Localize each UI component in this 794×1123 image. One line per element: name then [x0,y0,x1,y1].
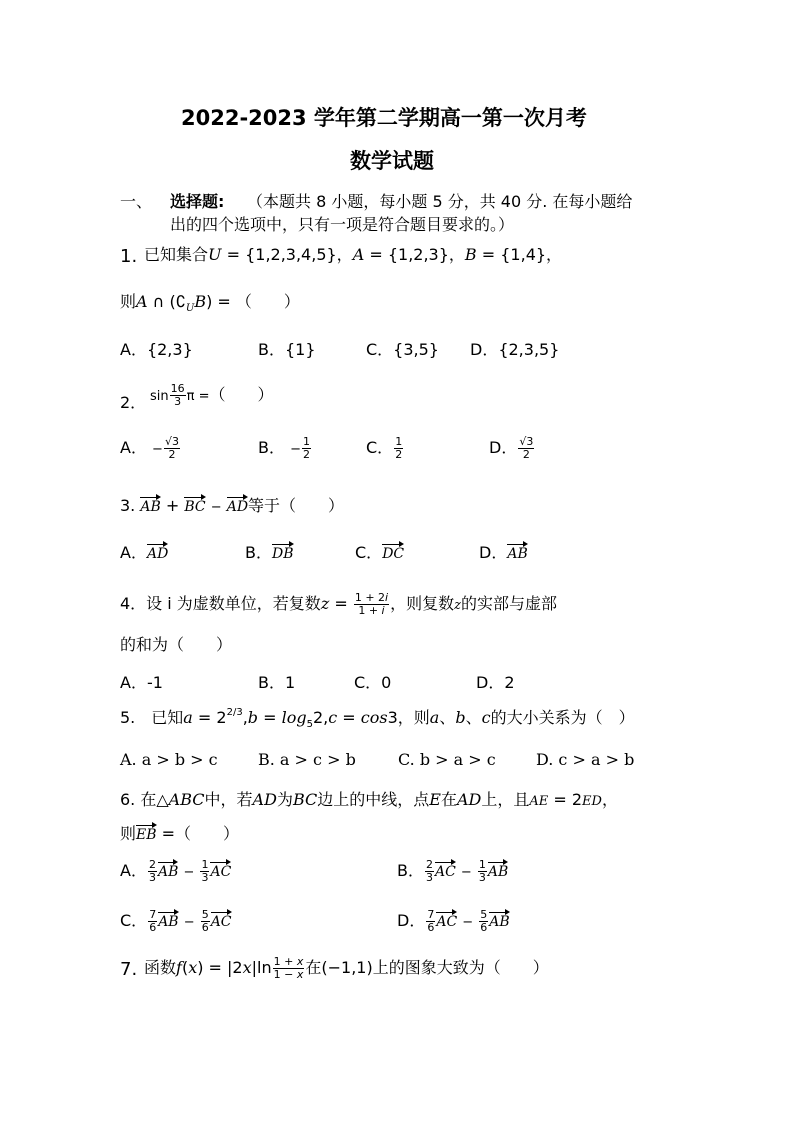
section-desc-line2: 出的四个选项中，只有一项是符合题目要求的。） [170,215,515,234]
option-b: B．{1} [258,340,316,359]
option-a: A. a > b > c [120,750,218,769]
option-a: A．-1 [120,673,163,692]
option-a: A． − $\frac{√3}{2}$ [120,435,179,461]
question-stem-line2: 则EB =（ ） [120,824,240,843]
option-b: B. a > c > b [258,750,356,769]
page-subtitle: 数学试题 [350,149,434,173]
section-number: 一、 [120,192,153,211]
question-stem: 4．设 i 为虚数单位，若复数z = $\frac{1 + 2i}{1 + i}$ ，则复数z的实部与虚部 [120,591,557,617]
option-a: A．AD [120,543,169,562]
option-c: C. b > a > c [398,750,496,769]
option-b: B．DB [245,543,294,562]
option-c: C．0 [354,673,392,692]
question-stem: 函数f(x) = |2x|ln $\frac{1 + x}{1 - x}$ 在(−1,1)上的图象大致为（ ） [144,955,549,981]
option-a: A．{2,3} [120,340,193,359]
option-c: C． $\frac{1}{2}$ [366,435,403,461]
question-number: 1. [120,246,138,267]
option-b: B．1 [258,673,296,692]
question-stem: 3. AB + BC − AD等于（ ） [120,496,345,515]
option-d: D．{2,3,5} [470,340,560,359]
question-stem: 5. 已知$a = 2^{2/3},b = \log_52,c = \cos 3$，则a、b、c的大小关系为（ ） [120,707,635,730]
option-b: B． − $\frac{1}{2}$ [258,435,310,461]
question-number: 7. [120,959,138,980]
option-d: D． $\frac{7}{6}$ AC − $\frac{5}{6}$ AB [397,908,510,934]
option-d: D．AB [479,543,528,562]
option-a: A． $\frac{2}{3}$ AB − $\frac{1}{3}$ AC [120,858,232,884]
section-desc-line1: （本题共 8 小题，每小题 5 分，共 40 分. 在每小题给 [247,192,633,211]
page-title: 2022-2023 学年第二学期高一第一次月考 [181,106,587,130]
option-d: D. c > a > b [536,750,635,769]
question-stem: 6. 在△ABC中，若AD为BC边上的中线，点E在AD上，且AE = 2ED， [120,790,618,809]
section-name: 选择题: [170,192,225,211]
option-d: D． $\frac{√3}{2}$ [489,435,534,461]
question-number: 2． [120,393,147,412]
option-d: D．2 [476,673,515,692]
option-b: B． $\frac{2}{3}$ AC − $\frac{1}{3}$ AB [397,858,509,884]
option-c: C．{3,5} [366,340,439,359]
question-stem-line2: 的和为（ ） [120,635,233,654]
question-stem-line2: 则A ∩ $(∁_UB)$ = （ ） [120,292,300,314]
option-c: C． $\frac{7}{6}$ AB − $\frac{5}{6}$ AC [120,908,232,934]
option-c: C．DC [355,543,405,562]
question-stem: sin $\frac{16}{3}$ π =（ ） [150,382,274,408]
question-stem: 已知集合U = {1,2,3,4,5}，A = {1,2,3}，B = {1,4}， [144,245,563,264]
